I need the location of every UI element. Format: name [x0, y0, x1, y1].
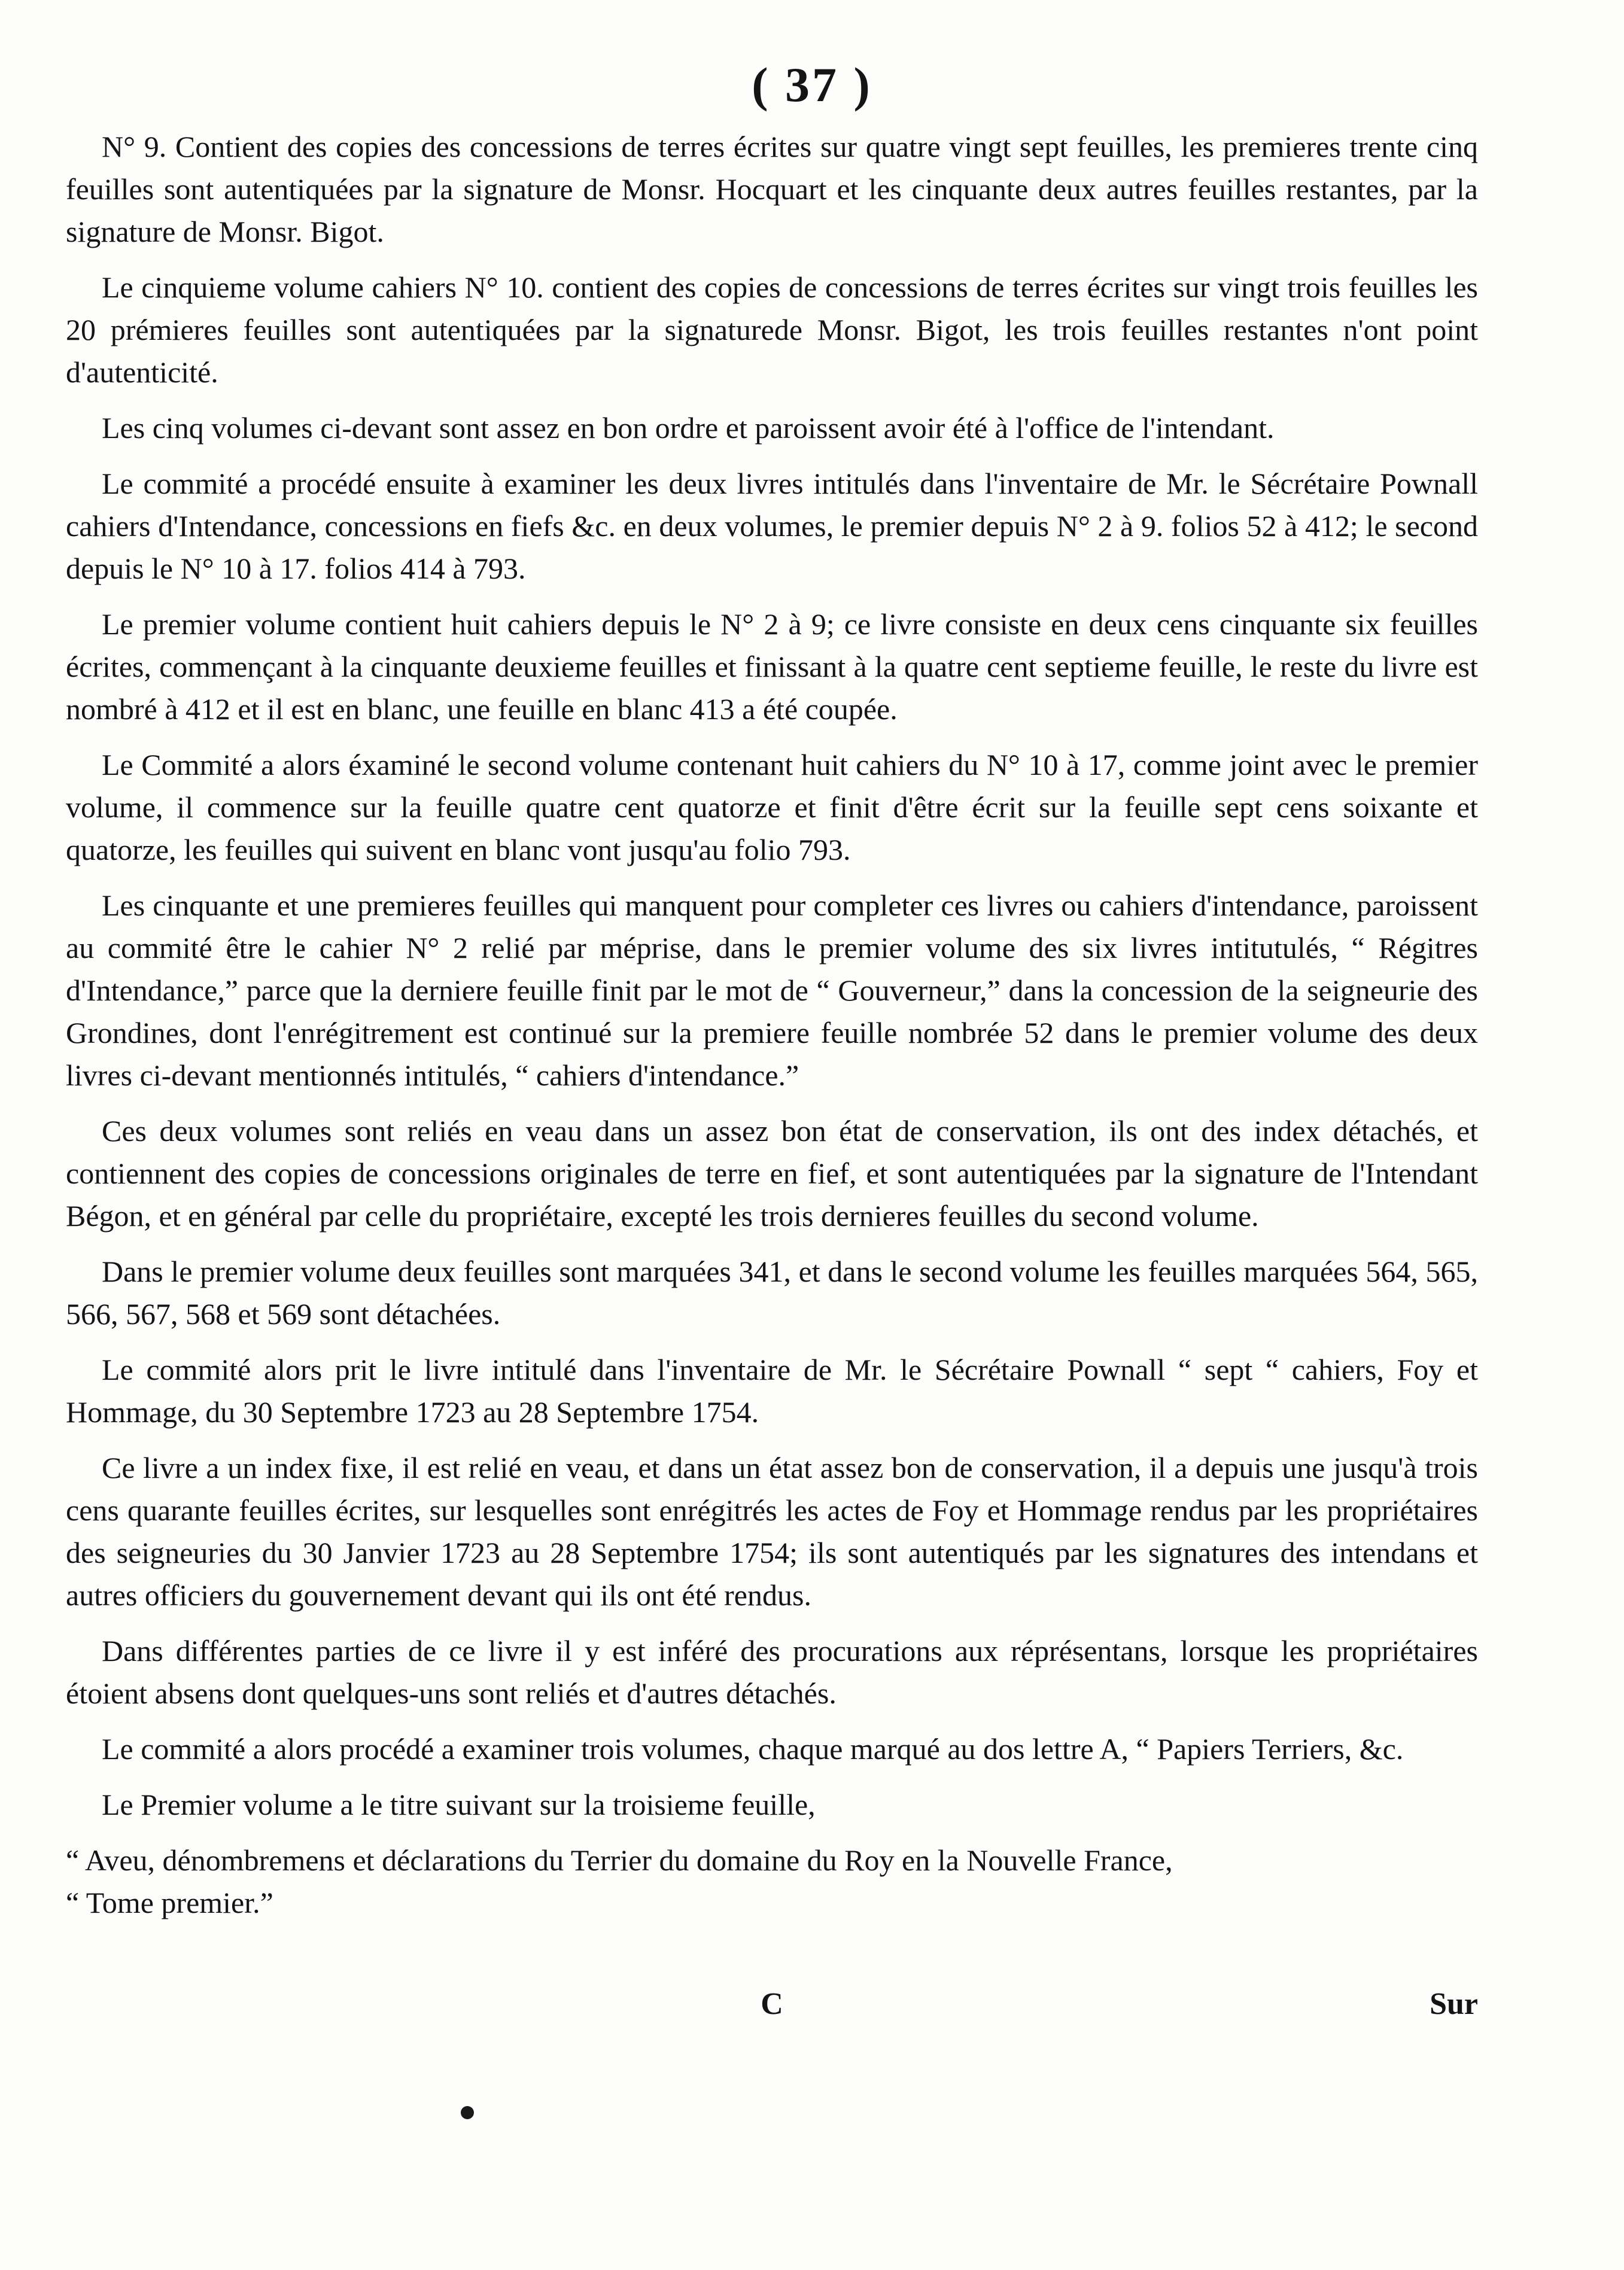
- quoted-title-line: “ Aveu, dénombremens et déclarations du Terrier du domaine du Roy en la Nouvelle France,: [66, 1843, 1173, 1877]
- page-number: ( 37 ): [752, 57, 872, 112]
- paragraph: Le cinquieme volume cahiers N° 10. contient des copies de concessions de terres écrites sur vingt trois feuilles les 20 prémieres feuilles sont autentiquées par la signaturede Monsr. Bigot, les trois feuilles restantes n'ont point d'autenticité.: [66, 270, 1478, 389]
- paragraph: Dans différentes parties de ce livre il y est inféré des procurations aux réprésentans, lorsque les propriétaires étoient absens dont quelques-uns sont reliés et d'autres détachés.: [66, 1634, 1478, 1710]
- paragraph: Le Premier volume a le titre suivant sur la troisieme feuille,: [102, 1788, 816, 1821]
- paragraph: Le commité alors prit le livre intitulé dans l'inventaire de Mr. le Sécrétaire Pownall “ sept “ cahiers, Foy et Hommage, du 30 Septembre 1723 au 28 Septembre 1754.: [66, 1353, 1478, 1429]
- paragraph: Les cinq volumes ci-devant sont assez en bon ordre et paroissent avoir été à l'office de l'intendant.: [102, 411, 1275, 445]
- paragraph: Ces deux volumes sont reliés en veau dans un assez bon état de conservation, ils ont des index détachés, et contiennent des copies de concessions originales de terre en fief, et sont autentiquées par la signature de l'Intendant Bégon, et en général par celle du propriétaire, excepté les trois dernieres feuilles du second volume.: [66, 1114, 1478, 1233]
- paragraph: Le premier volume contient huit cahiers depuis le N° 2 à 9; ce livre consiste en deux cens cinquante six feuilles écrites, commençant à la cinquante deuxieme feuilles et finissant à la quatre cent septieme feuille, le reste du livre est nombré à 412 et il est en blanc, une feuille en blanc 413 a été coupée.: [66, 607, 1478, 726]
- catchword: Sur: [1430, 1987, 1478, 2021]
- paragraph: Le commité a alors procédé a examiner trois volumes, chaque marqué au dos lettre A, “ Papiers Terriers, &c.: [102, 1732, 1404, 1766]
- signature-mark: C: [761, 1987, 783, 2021]
- quoted-title-line: “ Tome premier.”: [66, 1886, 273, 1919]
- paragraph: Le Commité a alors éxaminé le second volume contenant huit cahiers du N° 10 à 17, comme joint avec le premier volume, il commence sur la feuille quatre cent quatorze et finit d'être écrit sur la feuille sept cens soixante et quatorze, les feuilles qui suivent en blanc vont jusqu'au folio 793.: [66, 748, 1478, 866]
- paragraph: Le commité a procédé ensuite à examiner les deux livres intitulés dans l'inventaire de Mr. le Sécrétaire Pownall cahiers d'Intendance, concessions en fiefs &c. en deux volumes, le premier depuis N° 2 à 9. folios 52 à 412; le second depuis le N° 10 à 17. folios 414 à 793.: [66, 467, 1478, 585]
- paragraph: Ce livre a un index fixe, il est relié en veau, et dans un état assez bon de conservation, il a depuis une jusqu'à trois cens quarante feuilles écrites, sur lesquelles sont enrégitrés les actes de Foy et Hommage rendus par les propriétaires des seigneuries du 30 Janvier 1723 au 28 Septembre 1754; ils sont autentiqués par les signatures des intendans et autres officiers du gouvernement devant qui ils ont été rendus.: [66, 1451, 1478, 1612]
- ink-speck: [461, 2106, 474, 2119]
- paragraph: N° 9. Contient des copies des concessions de terres écrites sur quatre vingt sept feuilles, les premieres trente cinq feuilles sont autentiquées par la signature de Monsr. Hocquart et les cinquante deux autres feuilles restantes, par la signature de Monsr. Bigot.: [66, 130, 1478, 248]
- paragraph: Les cinquante et une premieres feuilles qui manquent pour completer ces livres ou cahiers d'intendance, paroissent au commité être le cahier N° 2 relié par méprise, dans le premier volume des six livres intitutulés, “ Régitres d'Intendance,” parce que la derniere feuille finit par le mot de “ Gouverneur,” dans la concession de la seigneurie des Grondines, dont l'enrégitrement est continué sur la premiere feuille nombrée 52 dans le premier volume des deux livres ci-devant mentionnés intitulés, “ cahiers d'intendance.”: [66, 888, 1478, 1092]
- page-footer: [66, 1986, 1478, 2034]
- paragraph: Dans le premier volume deux feuilles sont marquées 341, et dans le second volume les feuilles marquées 564, 565, 566, 567, 568 et 569 sont détachées.: [66, 1255, 1478, 1331]
- body-text: [66, 126, 1478, 1924]
